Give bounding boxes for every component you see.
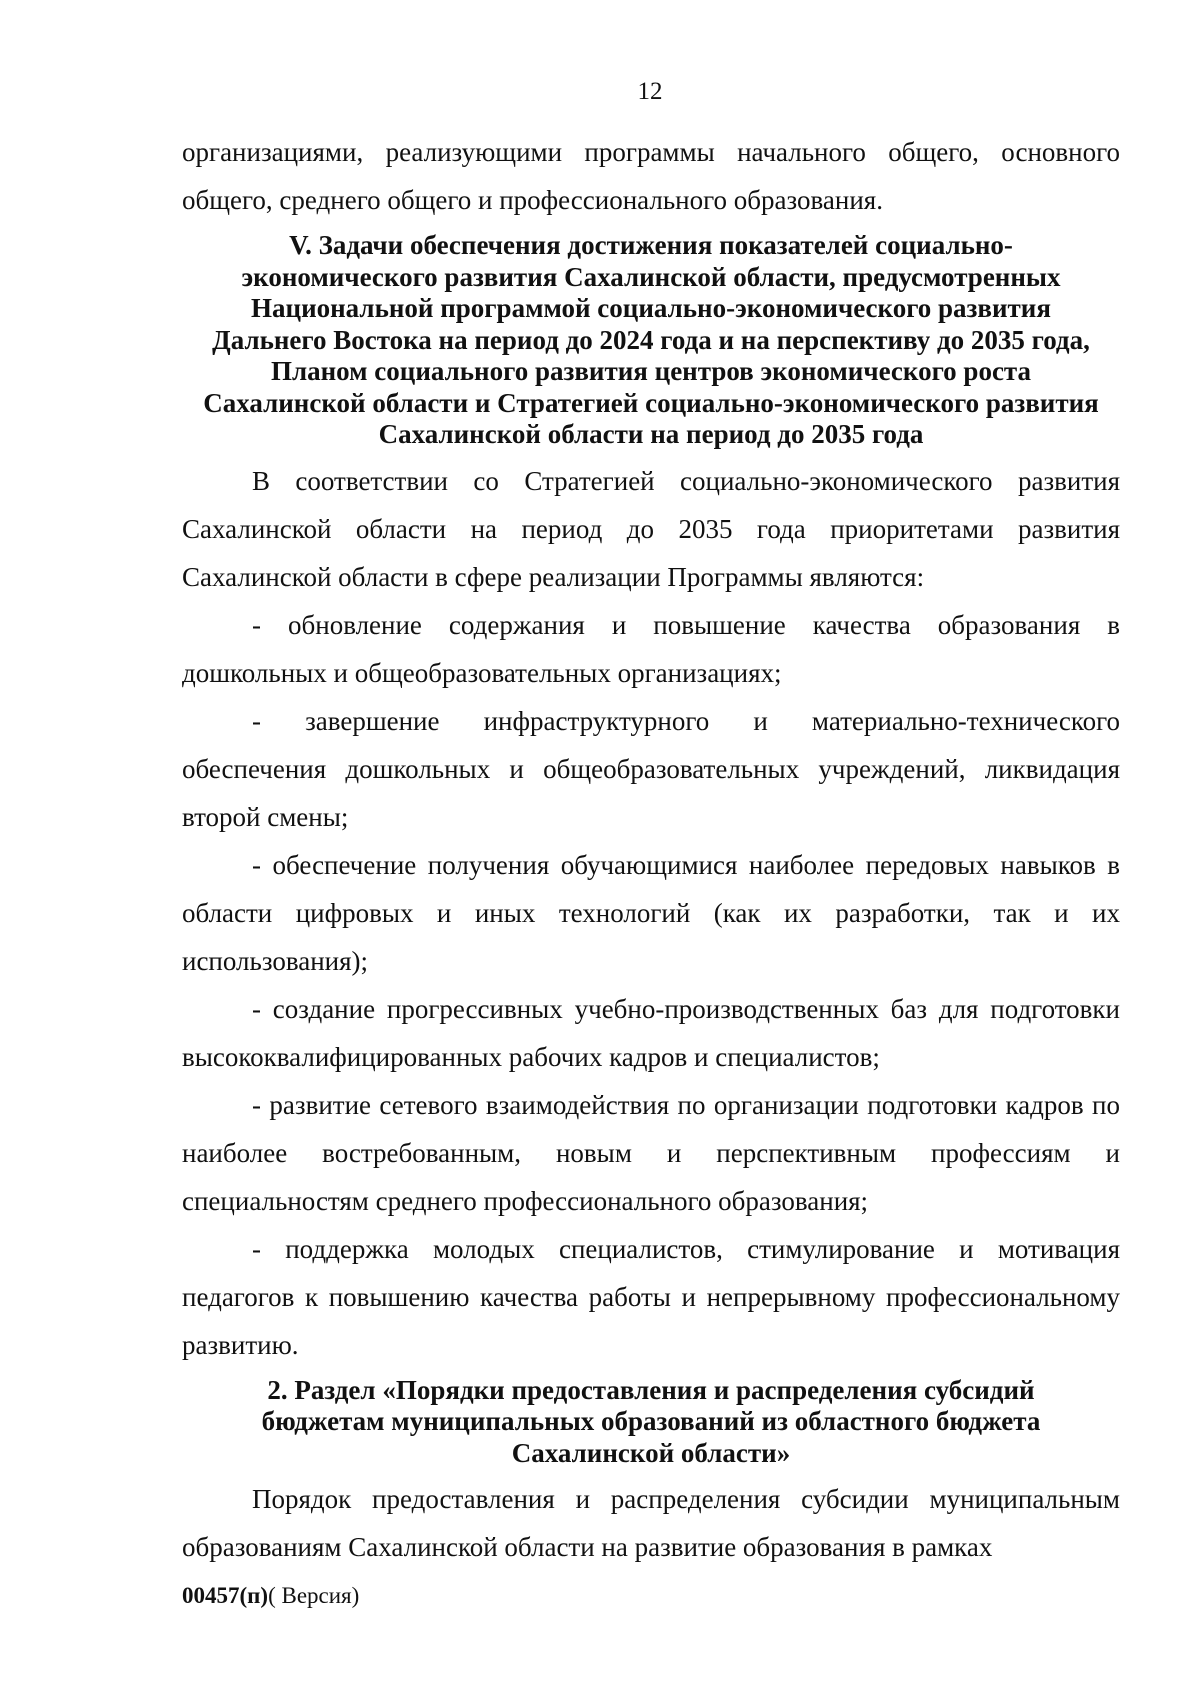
heading-line: бюджетам муниципальных образований из областного бюджета — [261, 1406, 1041, 1436]
section-2-paragraph: Порядок предоставления и распределения субсидии муниципальным образованиям Сахалинской области на развитие образования в рамках — [182, 1484, 1120, 1562]
section-2-heading — [182, 1375, 1120, 1470]
priority-item: - развитие сетевого взаимодействия по организации подготовки кадров по наиболее востребованным, новым и перспективным профессиям и специальностям среднего профессионального образования; — [182, 1089, 1120, 1216]
priority-item: - обновление содержания и повышение качества образования в дошкольных и общеобразовательных организациях; — [182, 609, 1120, 688]
section-v-lead-paragraph: В соответствии со Стратегией социально-экономического развития Сахалинской области на период до 2035 года приоритетами развития Сахалинской области в сфере реализации Программы являются: — [182, 465, 1120, 592]
document-code: 00457(п) — [182, 1583, 269, 1608]
heading-line: Дальнего Востока на период до 2024 года и на перспективу до 2035 года, — [212, 324, 1090, 355]
document-body — [182, 128, 1120, 1571]
priority-item: - поддержка молодых специалистов, стимулирование и мотивация педагогов к повышению качества работы и непрерывному профессиональному развитию. — [182, 1233, 1120, 1360]
heading-line: V. Задачи обеспечения достижения показателей социально- — [289, 230, 1013, 260]
heading-line: 2. Раздел «Порядки предоставления и распределения субсидий — [267, 1374, 1035, 1405]
page-number: 12 — [637, 78, 663, 105]
priority-item: - создание прогрессивных учебно-производственных баз для подготовки высококвалифицированных рабочих кадров и специалистов; — [182, 993, 1120, 1072]
heading-line: экономического развития Сахалинской области, предусмотренных — [241, 261, 1061, 292]
intro-continuation-paragraph: организациями, реализующими программы начального общего, основного общего, среднего общего и профессионального образования. — [182, 137, 1120, 215]
priority-item: - обеспечение получения обучающимися наиболее передовых навыков в области цифровых и иных технологий (как их разработки, так и их использования); — [182, 849, 1120, 976]
document-version: ( Версия) — [268, 1583, 360, 1608]
section-v-heading — [182, 230, 1120, 451]
document-footer — [182, 1583, 359, 1609]
heading-line: Сахалинской области и Стратегией социально-экономического развития — [203, 387, 1099, 418]
heading-line: Сахалинской области» — [511, 1437, 791, 1468]
heading-line: Национальной программой социально-экономического развития — [251, 293, 1051, 323]
heading-line: Планом социального развития центров экономического роста — [270, 356, 1032, 386]
priority-item: - завершение инфраструктурного и материально-технического обеспечения дошкольных и общеобразовательных учреждений, ликвидация второй смены; — [182, 705, 1120, 832]
heading-line: Сахалинской области на период до 2035 года — [378, 419, 924, 449]
